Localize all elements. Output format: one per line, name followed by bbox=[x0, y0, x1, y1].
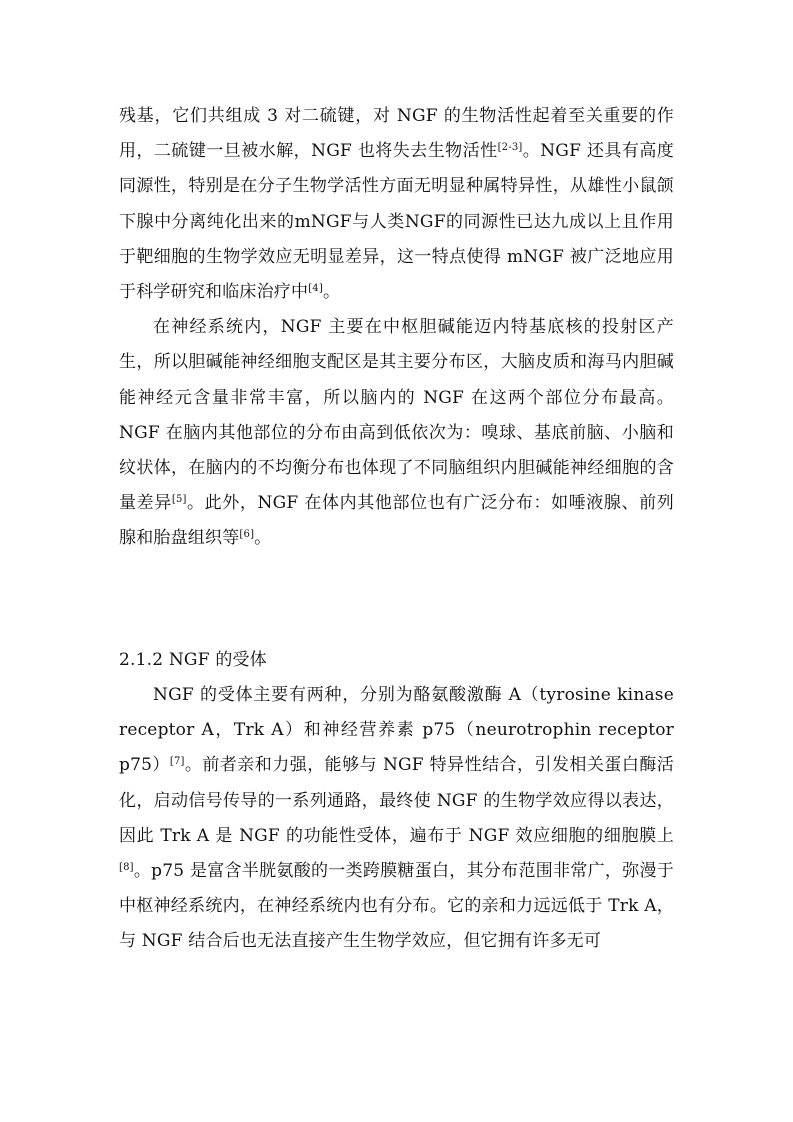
paragraph-text: 。p75 是富含半胱氨酸的一类跨膜糖蛋白，其分布范围非常广，弥漫于中枢神经系统内，在神经系统内也有分布。它的亲和力远远低于 Trk A，与 NGF 结合后也无法直接产生生物学效应，但它拥有许多无可 bbox=[119, 861, 674, 952]
paragraph-text: 。 bbox=[254, 528, 272, 549]
paragraph-text: NGF 的受体主要有两种，分别为酪氨酸激酶 A（tyrosine kinase receptor A，Trk A）和神经营养素 p75（neurotrophin receptor p75） bbox=[119, 685, 674, 776]
paragraph-ngf-distribution bbox=[119, 310, 674, 556]
citation-ref: [8] bbox=[119, 862, 134, 874]
section-heading: 2.1.2 NGF 的受体 bbox=[119, 650, 267, 670]
citation-ref: [4] bbox=[308, 283, 323, 295]
citation-ref: [7] bbox=[169, 756, 185, 768]
paragraph-text: 残基，它们共组成 3 对二硫键，对 NGF 的生物活性起着至关重要的作用，二硫键一旦被水解，NGF 也将失去生物活性 bbox=[119, 106, 674, 162]
citation-ref: [2-3] bbox=[497, 142, 523, 154]
paragraph-ngf-receptors bbox=[119, 678, 674, 960]
paragraph-text: 。此外，NGF 在体内其他部位也有广泛分布：如唾液腺、前列腺和胎盘组织等 bbox=[119, 493, 674, 549]
paragraph-text: 。 bbox=[322, 282, 341, 303]
citation-ref: [5] bbox=[171, 494, 187, 506]
paragraph-ngf-structure bbox=[119, 99, 674, 310]
paragraph-text: 。NGF 还具有高度同源性，特别是在分子生物学活性方面无明显种属特异性，从雄性小鼠颌下腺中分离纯化出来的mNGF与人类NGF的同源性已达九成以上且作用于靶细胞的生物学效应无明显差异，这一特点使得 mNGF 被广泛地应用于科学研究和临床治疗中 bbox=[119, 141, 674, 303]
section-heading-block bbox=[119, 643, 674, 678]
citation-ref: [6] bbox=[239, 529, 255, 541]
text-block-1 bbox=[119, 99, 674, 557]
text-block-2 bbox=[119, 678, 674, 960]
paragraph-text: 。前者亲和力强，能够与 NGF 特异性结合，引发相关蛋白酶活化，启动信号传导的一系列通路，最终使 NGF 的生物学效应得以表达，因此 Trk A 是 NGF 的功能性受体，遍布于 NGF 效应细胞的细胞膜上 bbox=[119, 755, 674, 846]
paragraph-text: 在神经系统内，NGF 主要在中枢胆碱能迈内特基底核的投射区产生，所以胆碱能神经细胞支配区是其主要分布区，大脑皮质和海马内胆碱能神经元含量非常丰富，所以脑内的 NGF 在这两个部位分布最高。NGF 在脑内其他部位的分布由高到低依次为：嗅球、基底前脑、小脑和纹状体，在脑内的不均衡分布也体现了不同脑组织内胆碱能神经细胞的含量差异 bbox=[119, 317, 674, 514]
